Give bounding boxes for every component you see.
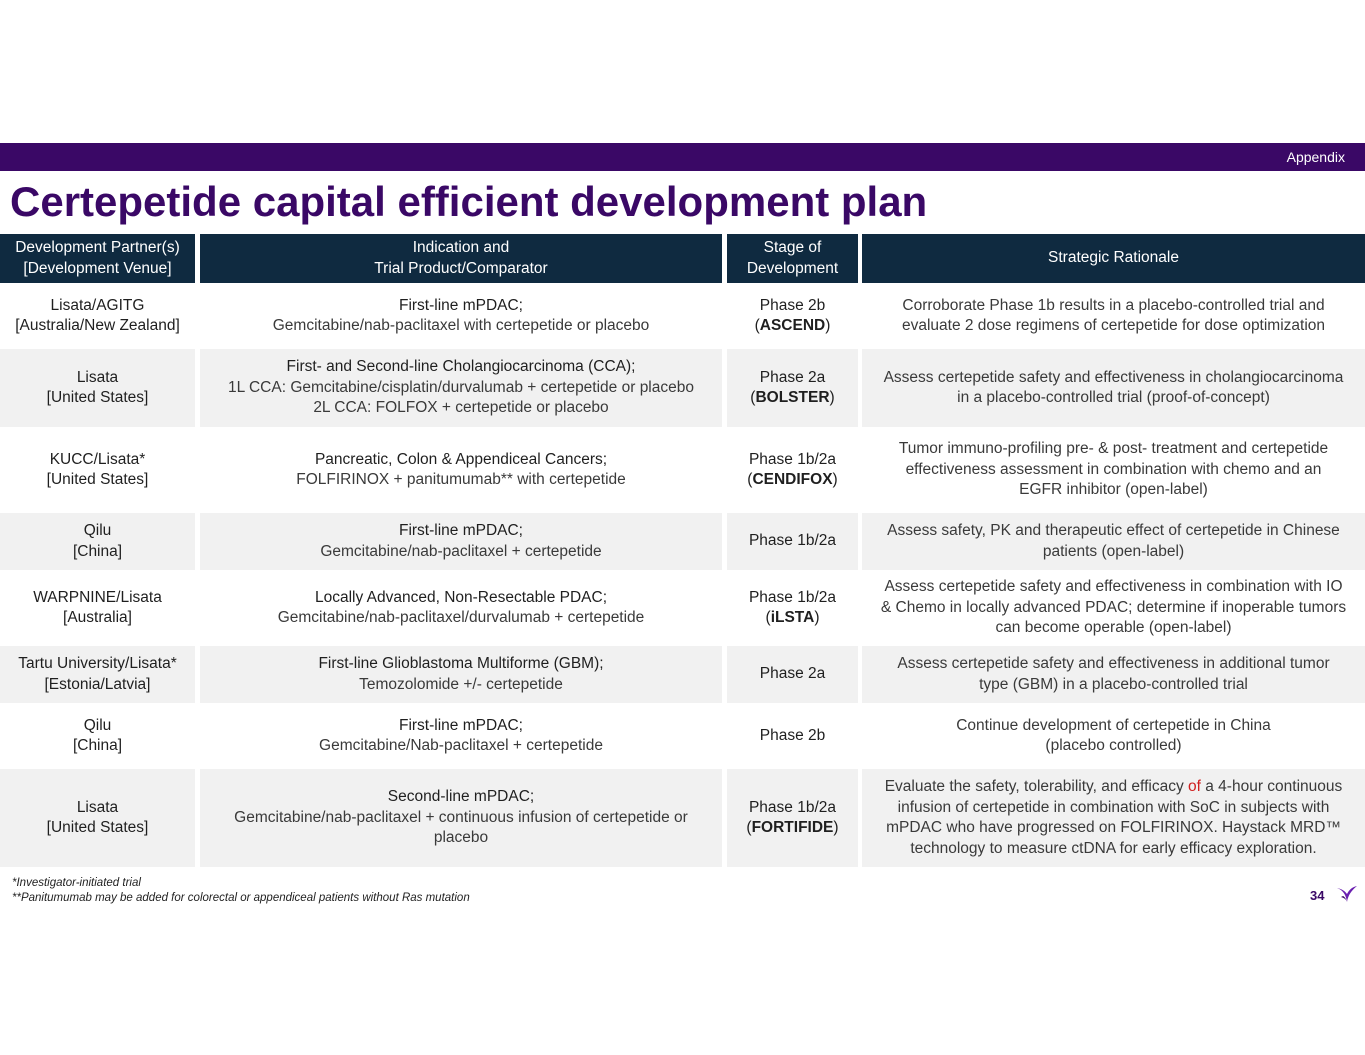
indication-cell (200, 284, 722, 348)
highlighted-word: of (1188, 778, 1201, 795)
table-row (0, 646, 1365, 703)
rationale-line: Assess certepetide safety and effectiveness in combination with IO (884, 578, 1343, 596)
product-line: 2L CCA: FOLFOX + certepetide or placebo (313, 399, 609, 417)
partner-name: WARPNINE/Lisata (33, 588, 162, 606)
partner-cell (0, 428, 195, 512)
footnote: **Panitumumab may be added for colorectal or appendiceal patients without Ras mutation (12, 892, 470, 904)
indication-title: First-line mPDAC; (398, 716, 523, 734)
indication-title: First-line Glioblastoma Multiforme (GBM); (318, 655, 604, 672)
stage-cell: Phase 1b/2a (CENDIFOX) (747, 450, 838, 488)
rationale-cell (862, 349, 1365, 427)
table-header-row (0, 234, 1365, 283)
stage-cell (727, 704, 858, 768)
table-row (0, 428, 1365, 512)
partner-name: Tartu University/Lisata* (18, 655, 177, 672)
footnote: *Investigator-initiated trial (12, 877, 141, 889)
trial-name: iLSTA (770, 609, 815, 626)
rationale-cell (862, 284, 1365, 348)
indication-cell (200, 349, 722, 427)
partner-cell (0, 704, 195, 768)
rationale-line: EGFR inhibitor (open-label) (1019, 481, 1208, 499)
partner-cell (0, 571, 195, 645)
header-indication (200, 234, 722, 283)
partner-venue: [United States] (46, 389, 149, 406)
partner-cell (0, 646, 195, 703)
stage-cell: Phase 2a (BOLSTER) (727, 349, 858, 427)
table-row (0, 284, 1365, 348)
trial-name: ASCEND (759, 317, 826, 334)
rationale-line: & Chemo in locally advanced PDAC; determine if inoperable tumors (880, 598, 1347, 616)
trial-name: FORTIFIDE (751, 819, 834, 836)
trial-name: CENDIFOX (752, 471, 833, 488)
rationale-line: can become operable (open-label) (995, 619, 1232, 637)
indication-title: First- and Second-line Cholangiocarcinoma (CCA); (286, 358, 636, 376)
header-stage-line1: Stage of (763, 239, 822, 256)
rationale-line (885, 777, 1343, 798)
rationale-cell (862, 704, 1365, 768)
header-stage-line2: Development (746, 259, 839, 277)
indication-title: First-line mPDAC; (398, 522, 523, 539)
partner-venue: [Australia] (63, 609, 132, 626)
rationale-cell (862, 646, 1365, 703)
partner-venue: [United States] (46, 819, 149, 836)
partner-name: Lisata (76, 798, 119, 816)
rationale-line: evaluate 2 dose regimens of certepetide for dose optimization (901, 317, 1326, 334)
product-line: Temozolomide +/- certepetide (359, 675, 563, 693)
table-row (0, 349, 1365, 427)
stage-cell: Phase 2b (ASCEND) (754, 296, 831, 334)
partner-venue: [China] (72, 737, 123, 754)
header-indication-line1: Indication and (412, 239, 510, 256)
lisata-bird-logo-icon (1335, 884, 1359, 906)
rationale-line: Continue development of certepetide in China (956, 716, 1271, 734)
rationale-line: Assess safety, PK and therapeutic effect of certepetide in Chinese (887, 522, 1340, 539)
partner-venue: [Australia/New Zealand] (15, 317, 180, 334)
page-title: Certepetide capital efficient development plan (10, 178, 928, 225)
rationale-line: mPDAC who have progressed on FOLFIRINOX. Haystack MRD™ (886, 819, 1341, 836)
rationale-line: type (GBM) in a placebo-controlled trial (979, 675, 1248, 693)
phase-label: Phase 2a (759, 368, 826, 386)
partner-name: Lisata (76, 368, 119, 386)
partner-cell (0, 349, 195, 427)
phase-label: Phase 1b/2a (748, 450, 837, 468)
product-line: placebo (433, 829, 489, 847)
rationale-cell (862, 513, 1365, 570)
header-partner (0, 234, 195, 283)
indication-cell (200, 428, 722, 512)
product-line: Gemcitabine/nab-paclitaxel/durvalumab + certepetide (277, 609, 645, 626)
header-indication-line2: Trial Product/Comparator (374, 259, 548, 277)
partner-venue: [China] (72, 542, 123, 560)
table-row (0, 571, 1365, 645)
header-partner-line2: [Development Venue] (23, 259, 172, 277)
partner-name: Qilu (83, 716, 112, 734)
rationale-line: Tumor immuno-profiling pre- & post- treatment and certepetide (898, 440, 1329, 458)
rationale-line: effectiveness assessment in combination with chemo and an (905, 460, 1322, 478)
indication-title: Pancreatic, Colon & Appendiceal Cancers; (314, 450, 608, 468)
stage-cell (727, 646, 858, 703)
partner-venue: [United States] (46, 471, 149, 488)
phase-label: Phase 2b (759, 296, 826, 314)
product-line: 1L CCA: Gemcitabine/cisplatin/durvalumab + certepetide or placebo (228, 378, 694, 396)
indication-cell (200, 513, 722, 570)
table-row (0, 513, 1365, 570)
indication-title: Second-line mPDAC; (387, 788, 535, 806)
rationale-line: technology to measure ctDNA for early efficacy exploration. (910, 839, 1317, 857)
partner-cell (0, 284, 195, 348)
rationale-cell (862, 571, 1365, 645)
phase-label: Phase 1b/2a (748, 588, 837, 606)
rationale-line: (placebo controlled) (1045, 737, 1182, 754)
indication-cell (200, 571, 722, 645)
rationale-cell (862, 428, 1365, 512)
rationale-line: in a placebo-controlled trial (proof-of-concept) (957, 389, 1270, 406)
phase-label: Phase 1b/2a (748, 532, 837, 550)
appendix-banner (0, 143, 1365, 171)
partner-cell (0, 769, 195, 867)
product-line: Gemcitabine/nab-paclitaxel + certepetide (320, 542, 602, 560)
product-line: Gemcitabine/nab-paclitaxel + continuous infusion of certepetide or (234, 808, 688, 826)
partner-venue: [Estonia/Latvia] (44, 675, 151, 693)
rationale-line: Assess certepetide safety and effectiveness in additional tumor (897, 655, 1330, 672)
stage-cell (727, 513, 858, 570)
phase-label: Phase 1b/2a (748, 798, 837, 816)
partner-name: Qilu (83, 522, 112, 539)
indication-cell (200, 769, 722, 867)
header-rationale-line1: Strategic Rationale (1048, 249, 1179, 267)
rationale-line: Corroborate Phase 1b results in a placebo-controlled trial and (902, 296, 1325, 314)
stage-cell: Phase 1b/2a (FORTIFIDE) (727, 769, 858, 867)
indication-cell (200, 704, 722, 768)
rationale-cell (862, 769, 1365, 867)
indication-title: First-line mPDAC; (398, 296, 523, 314)
phase-label: Phase 2a (759, 665, 826, 683)
indication-cell (200, 646, 722, 703)
partner-name: KUCC/Lisata* (49, 450, 146, 468)
header-stage (727, 234, 858, 283)
product-line: FOLFIRINOX + panitumumab** with certepetide (296, 471, 626, 488)
rationale-text: Evaluate the safety, tolerability, and efficacy (884, 778, 1188, 795)
rationale-line: Assess certepetide safety and effectiveness in cholangiocarcinoma (883, 368, 1344, 386)
page-number: 34 (1310, 888, 1325, 903)
table-row (0, 704, 1365, 768)
product-line: Gemcitabine/Nab-paclitaxel + certepetide (319, 737, 603, 754)
indication-title: Locally Advanced, Non-Resectable PDAC; (314, 588, 608, 606)
table-row (0, 769, 1365, 867)
phase-label: Phase 2b (759, 726, 826, 744)
appendix-label: Appendix (1286, 149, 1345, 165)
partner-cell (0, 513, 195, 570)
header-rationale (862, 234, 1365, 283)
header-partner-line1: Development Partner(s) (15, 239, 180, 256)
partner-name: Lisata/AGITG (50, 296, 145, 314)
rationale-text: a 4-hour continuous (1200, 778, 1343, 795)
rationale-line: infusion of certepetide in combination with SoC in subjects with (897, 798, 1330, 816)
product-line: Gemcitabine/nab-paclitaxel with certepetide or placebo (272, 317, 650, 334)
rationale-line: patients (open-label) (1042, 542, 1185, 560)
stage-cell: Phase 1b/2a (iLSTA) (748, 588, 837, 626)
trial-name: BOLSTER (755, 389, 830, 406)
